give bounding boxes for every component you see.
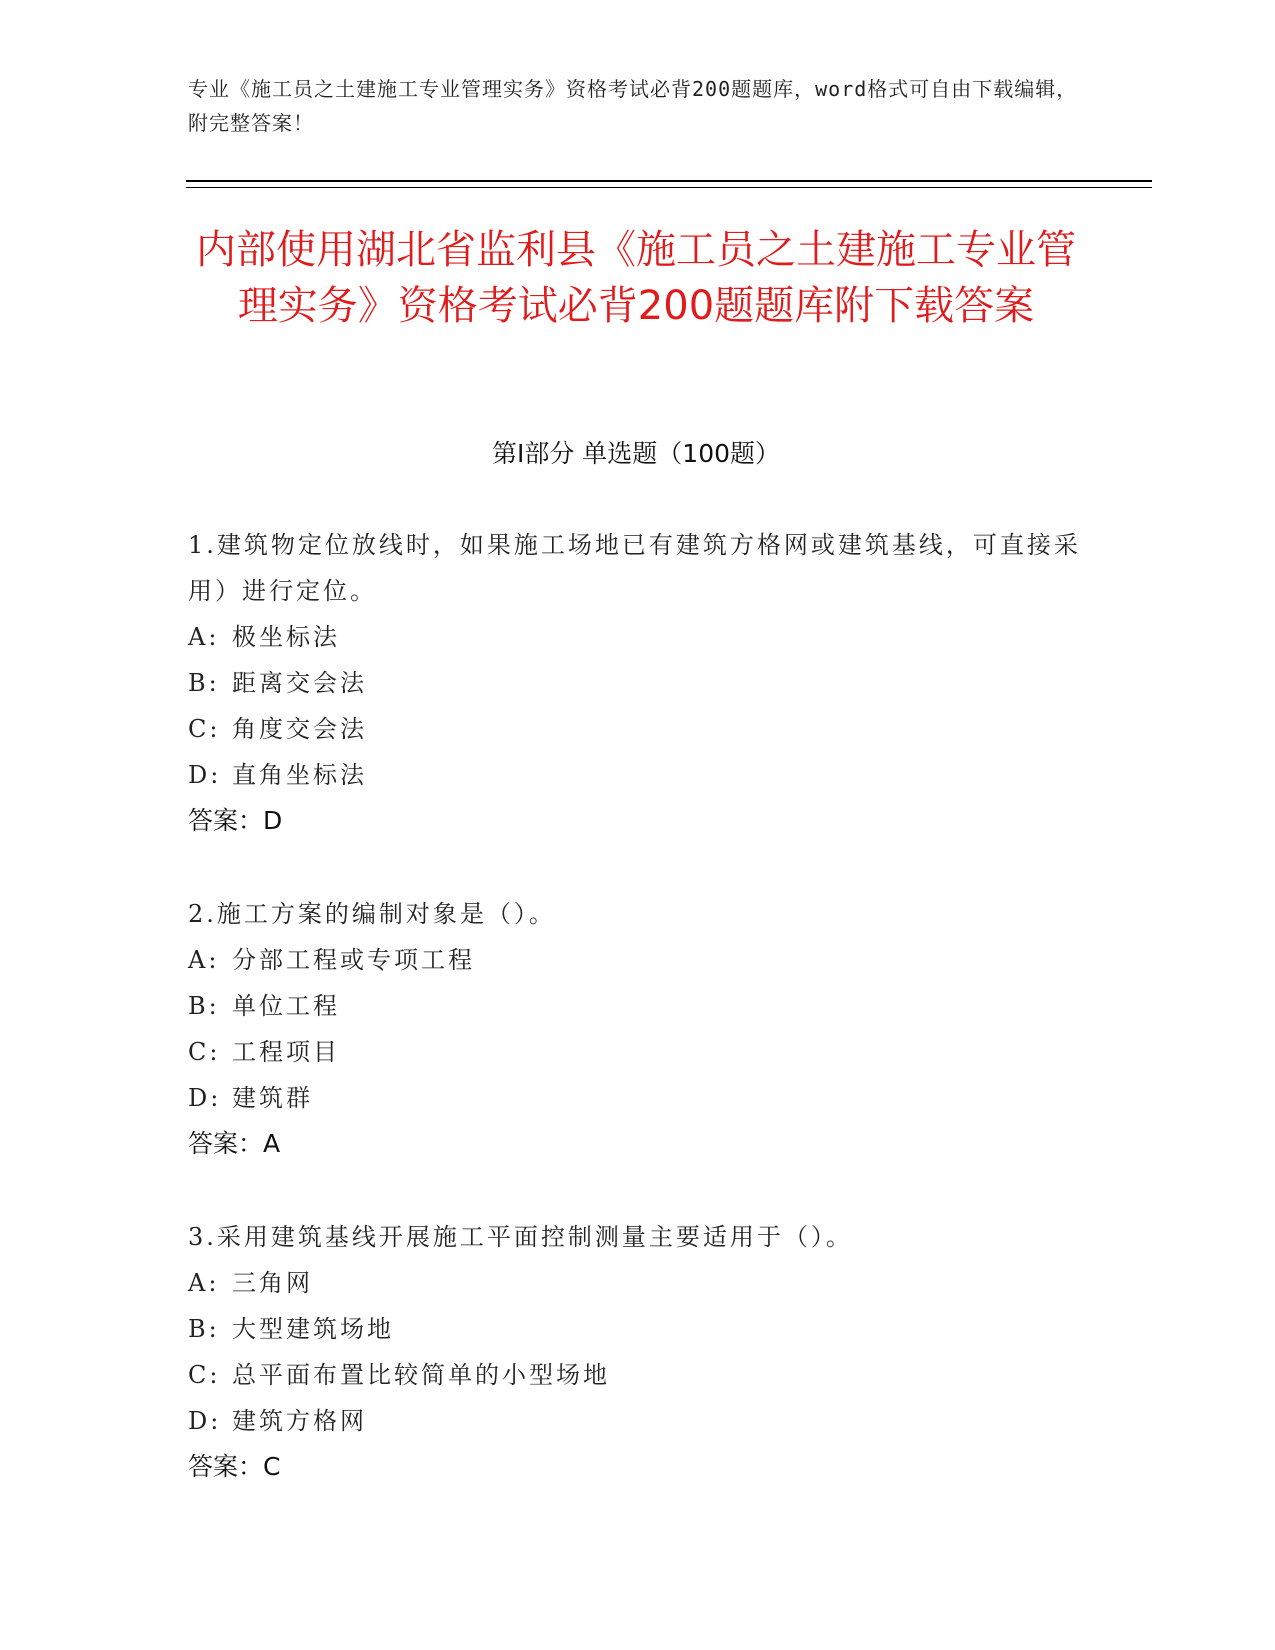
option-key: B: [188, 992, 220, 1020]
option-key: C: [188, 715, 221, 743]
option-c [188, 1352, 1088, 1398]
document-title: 内部使用湖北省监利县《施工员之土建施工专业管理实务》资格考试必背200题题库附下载答案 [196, 227, 1076, 329]
question-2 [188, 891, 1088, 1167]
option-key: C: [188, 1038, 221, 1066]
option-key: D: [188, 1084, 222, 1112]
option-a [188, 937, 1088, 983]
option-key: C: [188, 1361, 221, 1389]
option-text: 建筑群 [232, 1084, 313, 1112]
answer-line: 答案：C [188, 1452, 281, 1481]
question-3 [188, 1214, 1088, 1490]
option-b [188, 1306, 1088, 1352]
option-key: D: [188, 761, 222, 789]
option-text: 直角坐标法 [232, 761, 367, 789]
option-key: B: [188, 1315, 220, 1343]
option-text: 大型建筑场地 [232, 1315, 394, 1343]
option-c [188, 1029, 1088, 1075]
option-c [188, 706, 1088, 752]
answer-line: 答案：A [188, 1129, 281, 1158]
option-text: 建筑方格网 [232, 1407, 367, 1435]
option-key: D: [188, 1407, 222, 1435]
question-stem: 1.建筑物定位放线时，如果施工场地已有建筑方格网或建筑基线，可直接采用）进行定位。 [188, 531, 1081, 605]
section-title: 第Ⅰ部分 单选题（100题） [491, 439, 781, 468]
option-d [188, 1075, 1088, 1121]
option-key: B: [188, 669, 220, 697]
question-stem: 3.采用建筑基线开展施工平面控制测量主要适用于（）。 [188, 1223, 853, 1251]
question-stem: 2.施工方案的编制对象是（）。 [188, 900, 556, 928]
option-text: 极坐标法 [232, 623, 340, 651]
option-text: 三角网 [232, 1269, 313, 1297]
option-a [188, 614, 1088, 660]
option-text: 单位工程 [232, 992, 340, 1020]
header-divider-thin [186, 187, 1152, 188]
option-a [188, 1260, 1088, 1306]
option-key: A: [188, 623, 220, 651]
option-d [188, 1398, 1088, 1444]
option-text: 工程项目 [232, 1038, 340, 1066]
option-key: A: [188, 946, 220, 974]
option-b [188, 983, 1088, 1029]
option-key: A: [188, 1269, 220, 1297]
option-text: 距离交会法 [232, 669, 367, 697]
option-text: 总平面布置比较简单的小型场地 [232, 1361, 610, 1389]
option-text: 分部工程或专项工程 [232, 946, 475, 974]
question-1 [188, 522, 1088, 844]
question-list [188, 522, 1088, 1537]
header-divider-thick [186, 180, 1152, 182]
option-text: 角度交会法 [232, 715, 367, 743]
header-note: 专业《施工员之土建施工专业管理实务》资格考试必背200题题库，word格式可自由下载编辑，附完整答案！ [188, 77, 1078, 135]
option-d [188, 752, 1088, 798]
answer-line: 答案：D [188, 806, 283, 835]
option-b [188, 660, 1088, 706]
